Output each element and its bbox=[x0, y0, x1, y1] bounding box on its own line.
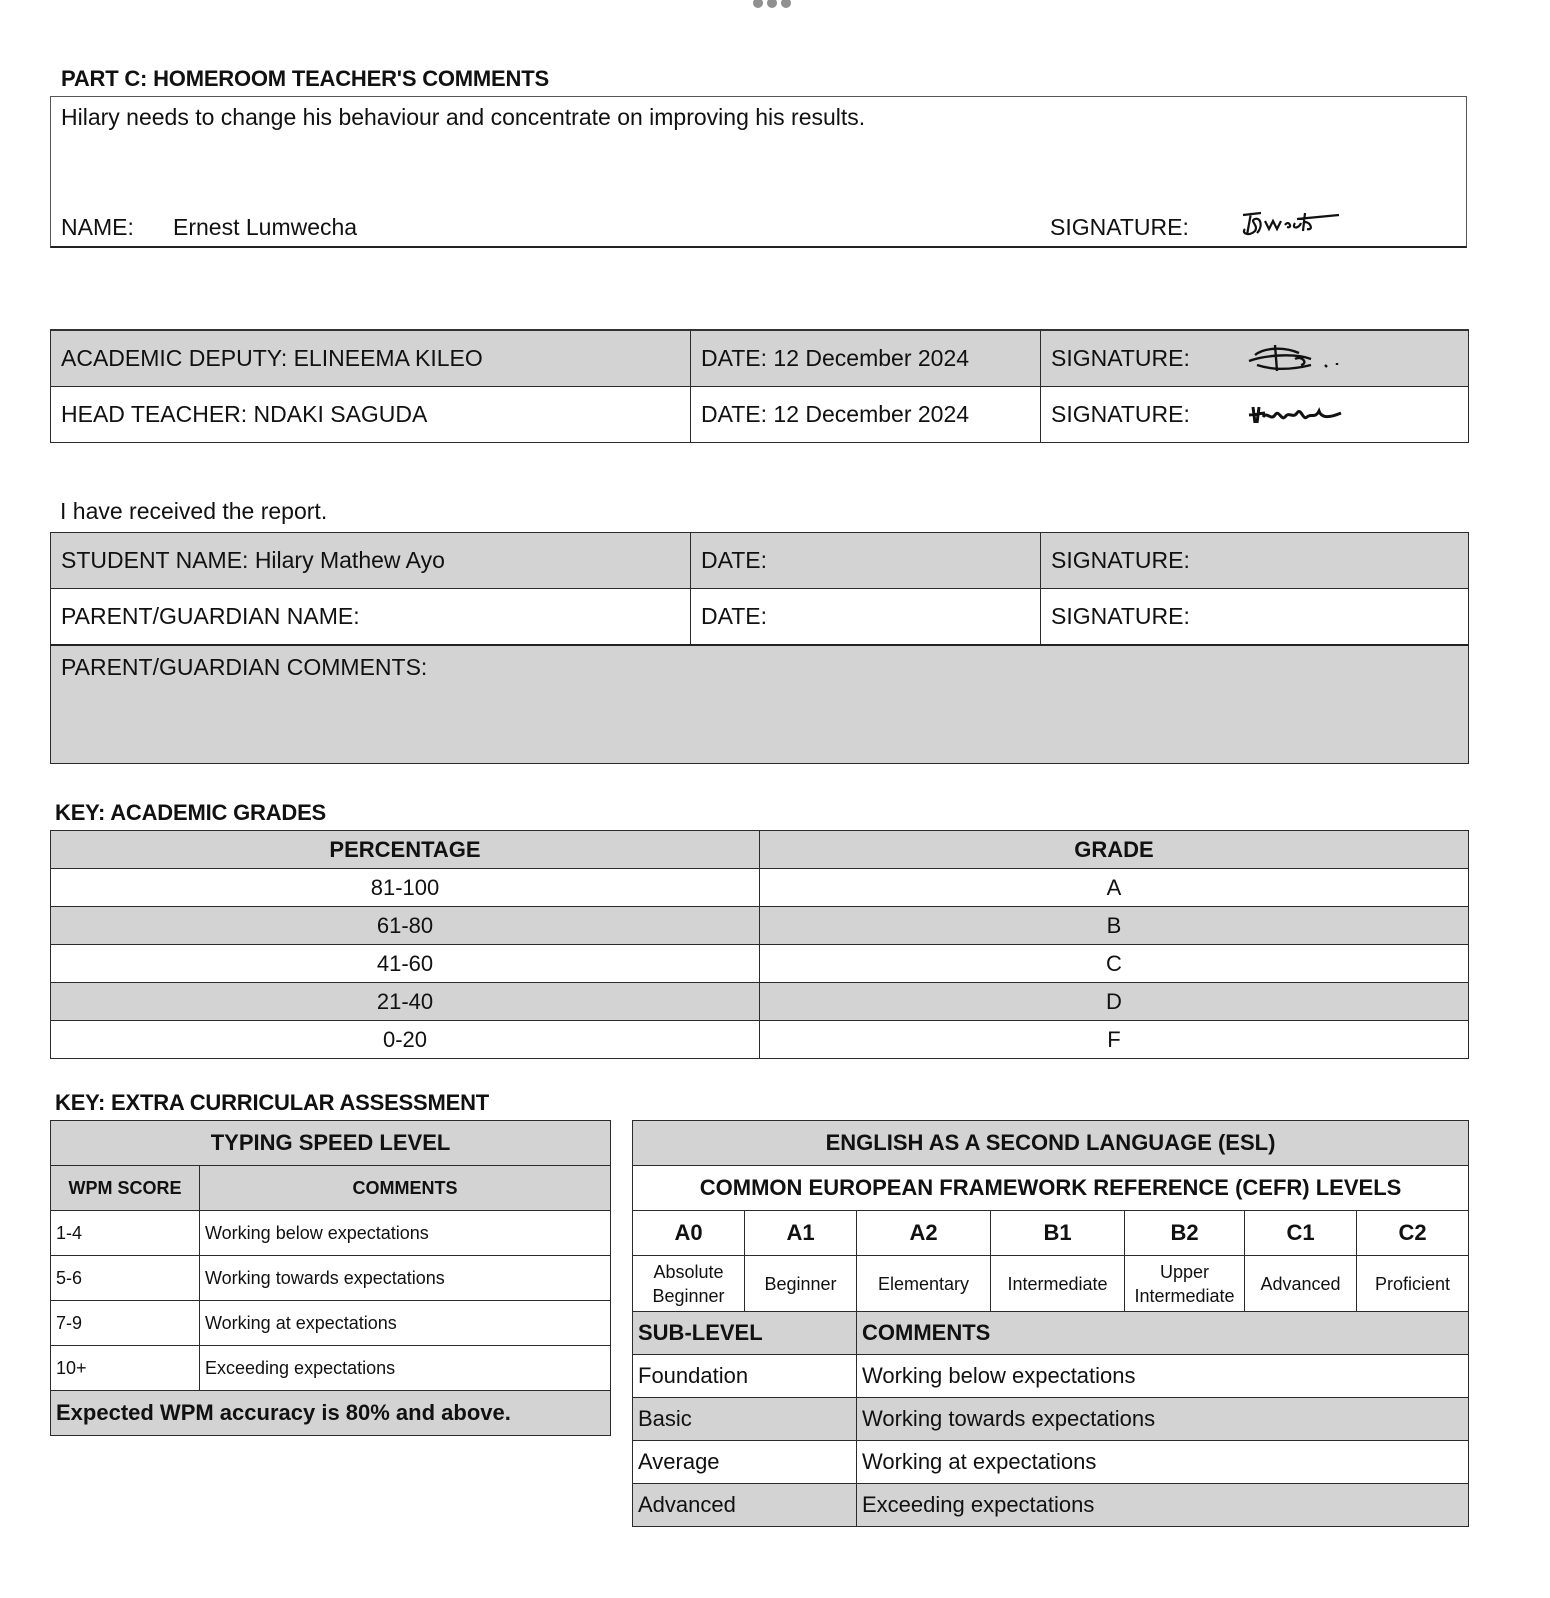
grade-row bbox=[51, 945, 1469, 983]
percentage-cell: 41-60 bbox=[51, 945, 760, 983]
approval-signature-cell bbox=[1041, 330, 1469, 386]
grade-cell: D bbox=[760, 983, 1469, 1021]
sublevel-row bbox=[633, 1398, 1469, 1441]
approval-row bbox=[51, 330, 1469, 386]
grade-cell: B bbox=[760, 907, 1469, 945]
cefr-level-desc: Advanced bbox=[1245, 1256, 1357, 1312]
parent-signature-cell[interactable]: SIGNATURE: bbox=[1041, 589, 1469, 645]
typing-comment-cell: Working towards expectations bbox=[200, 1256, 611, 1301]
student-signature-cell[interactable]: SIGNATURE: bbox=[1041, 533, 1469, 589]
esl-title: ENGLISH AS A SECOND LANGUAGE (ESL) bbox=[633, 1121, 1469, 1166]
percentage-cell: 81-100 bbox=[51, 869, 760, 907]
cefr-level-desc: Proficient bbox=[1357, 1256, 1469, 1312]
handwritten-signature-icon bbox=[1245, 341, 1345, 375]
approvals-table bbox=[50, 329, 1469, 443]
parent-date-cell[interactable]: DATE: bbox=[691, 589, 1041, 645]
typing-speed-table bbox=[50, 1120, 611, 1436]
typing-comment-cell: Exceeding expectations bbox=[200, 1346, 611, 1391]
wpm-score-cell: 7-9 bbox=[51, 1301, 200, 1346]
cefr-level-code: A1 bbox=[745, 1211, 857, 1256]
typing-row bbox=[51, 1346, 611, 1391]
receipt-row bbox=[51, 589, 1469, 645]
cefr-level-desc: Absolute Beginner bbox=[633, 1256, 745, 1312]
homeroom-comment-text: Hilary needs to change his behaviour and concentrate on improving his results. bbox=[61, 104, 866, 130]
cefr-level-desc: Upper Intermediate bbox=[1125, 1256, 1245, 1312]
grade-row bbox=[51, 1021, 1469, 1059]
sublevel-comment-cell: Working below expectations bbox=[857, 1355, 1469, 1398]
dot bbox=[753, 0, 763, 8]
comments-header: COMMENTS bbox=[200, 1166, 611, 1211]
dot bbox=[781, 0, 791, 8]
parent-comments-cell[interactable] bbox=[51, 645, 1469, 764]
dot bbox=[767, 0, 777, 8]
sublevel-comment-cell: Working towards expectations bbox=[857, 1398, 1469, 1441]
handwritten-signature-icon bbox=[1239, 207, 1344, 241]
sublevel-comment-cell: Exceeding expectations bbox=[857, 1484, 1469, 1527]
typing-comment-cell: Working below expectations bbox=[200, 1211, 611, 1256]
cefr-level-code: A0 bbox=[633, 1211, 745, 1256]
esl-table bbox=[632, 1120, 1469, 1527]
receipt-table bbox=[50, 532, 1469, 764]
sublevel-row bbox=[633, 1355, 1469, 1398]
extra-curricular-key-title: KEY: EXTRA CURRICULAR ASSESSMENT bbox=[55, 1090, 490, 1115]
grades-header-row bbox=[51, 831, 1469, 869]
percentage-cell: 21-40 bbox=[51, 983, 760, 1021]
academic-grades-table bbox=[50, 830, 1469, 1059]
percentage-header: PERCENTAGE bbox=[51, 831, 760, 869]
sublevel-cell: Average bbox=[633, 1441, 857, 1484]
signature-label: SIGNATURE: bbox=[1051, 400, 1190, 427]
typing-footer-row bbox=[51, 1391, 611, 1436]
wpm-score-cell: 10+ bbox=[51, 1346, 200, 1391]
academic-key-title: KEY: ACADEMIC GRADES bbox=[55, 800, 327, 825]
handwritten-signature-icon bbox=[1245, 399, 1345, 429]
typing-accuracy-note: Expected WPM accuracy is 80% and above. bbox=[51, 1391, 611, 1436]
typing-comment-cell: Working at expectations bbox=[200, 1301, 611, 1346]
signature-label: SIGNATURE: bbox=[1050, 214, 1189, 240]
sublevel-comment-cell: Working at expectations bbox=[857, 1441, 1469, 1484]
cefr-level-code: B1 bbox=[991, 1211, 1125, 1256]
grade-row bbox=[51, 869, 1469, 907]
sublevel-comments-header: COMMENTS bbox=[857, 1312, 1469, 1355]
grade-cell: C bbox=[760, 945, 1469, 983]
sublevel-cell: Basic bbox=[633, 1398, 857, 1441]
drag-handle-dots-icon[interactable] bbox=[753, 0, 795, 10]
cefr-level-code: A2 bbox=[857, 1211, 991, 1256]
sublevel-cell: Advanced bbox=[633, 1484, 857, 1527]
cefr-level-desc: Intermediate bbox=[991, 1256, 1125, 1312]
sublevel-cell: Foundation bbox=[633, 1355, 857, 1398]
cefr-level-desc: Beginner bbox=[745, 1256, 857, 1312]
grade-row bbox=[51, 907, 1469, 945]
approval-row bbox=[51, 386, 1469, 442]
part-c-title: PART C: HOMEROOM TEACHER'S COMMENTS bbox=[61, 66, 549, 91]
typing-row bbox=[51, 1256, 611, 1301]
student-date-cell[interactable]: DATE: bbox=[691, 533, 1041, 589]
teacher-name: Ernest Lumwecha bbox=[173, 214, 358, 240]
parent-comments-row bbox=[51, 645, 1469, 764]
percentage-cell: 0-20 bbox=[51, 1021, 760, 1059]
cefr-desc-row bbox=[633, 1256, 1469, 1312]
sublevel-row bbox=[633, 1484, 1469, 1527]
typing-row bbox=[51, 1301, 611, 1346]
cefr-title: COMMON EUROPEAN FRAMEWORK REFERENCE (CEFR) LEVELS bbox=[633, 1166, 1469, 1211]
esl-title-row bbox=[633, 1121, 1469, 1166]
approval-date: DATE: 12 December 2024 bbox=[691, 386, 1041, 442]
percentage-cell: 61-80 bbox=[51, 907, 760, 945]
sublevel-header-row bbox=[633, 1312, 1469, 1355]
typing-title-row bbox=[51, 1121, 611, 1166]
receipt-row bbox=[51, 533, 1469, 589]
parent-name-cell[interactable]: PARENT/GUARDIAN NAME: bbox=[51, 589, 691, 645]
approval-date: DATE: 12 December 2024 bbox=[691, 330, 1041, 386]
typing-row bbox=[51, 1211, 611, 1256]
typing-speed-title: TYPING SPEED LEVEL bbox=[51, 1121, 611, 1166]
wpm-score-cell: 1-4 bbox=[51, 1211, 200, 1256]
grade-header: GRADE bbox=[760, 831, 1469, 869]
receipt-statement: I have received the report. bbox=[60, 498, 328, 524]
homeroom-comments-box bbox=[50, 96, 1467, 248]
sublevel-row bbox=[633, 1441, 1469, 1484]
approval-signature-cell bbox=[1041, 386, 1469, 442]
cefr-level-desc: Elementary bbox=[857, 1256, 991, 1312]
sublevel-header: SUB-LEVEL bbox=[633, 1312, 857, 1355]
cefr-level-code: B2 bbox=[1125, 1211, 1245, 1256]
cefr-level-code: C2 bbox=[1357, 1211, 1469, 1256]
grade-row bbox=[51, 983, 1469, 1021]
cefr-level-row bbox=[633, 1211, 1469, 1256]
student-name-cell[interactable]: STUDENT NAME: Hilary Mathew Ayo bbox=[51, 533, 691, 589]
signature-label: SIGNATURE: bbox=[1051, 344, 1190, 371]
name-label: NAME: bbox=[61, 214, 134, 240]
typing-header-row bbox=[51, 1166, 611, 1211]
wpm-score-header: WPM SCORE bbox=[51, 1166, 200, 1211]
approval-role: HEAD TEACHER: NDAKI SAGUDA bbox=[51, 386, 691, 442]
wpm-score-cell: 5-6 bbox=[51, 1256, 200, 1301]
cefr-title-row bbox=[633, 1166, 1469, 1211]
parent-comments-label: PARENT/GUARDIAN COMMENTS: bbox=[61, 653, 428, 680]
grade-cell: F bbox=[760, 1021, 1469, 1059]
cefr-level-code: C1 bbox=[1245, 1211, 1357, 1256]
grade-cell: A bbox=[760, 869, 1469, 907]
approval-role: ACADEMIC DEPUTY: ELINEEMA KILEO bbox=[51, 330, 691, 386]
